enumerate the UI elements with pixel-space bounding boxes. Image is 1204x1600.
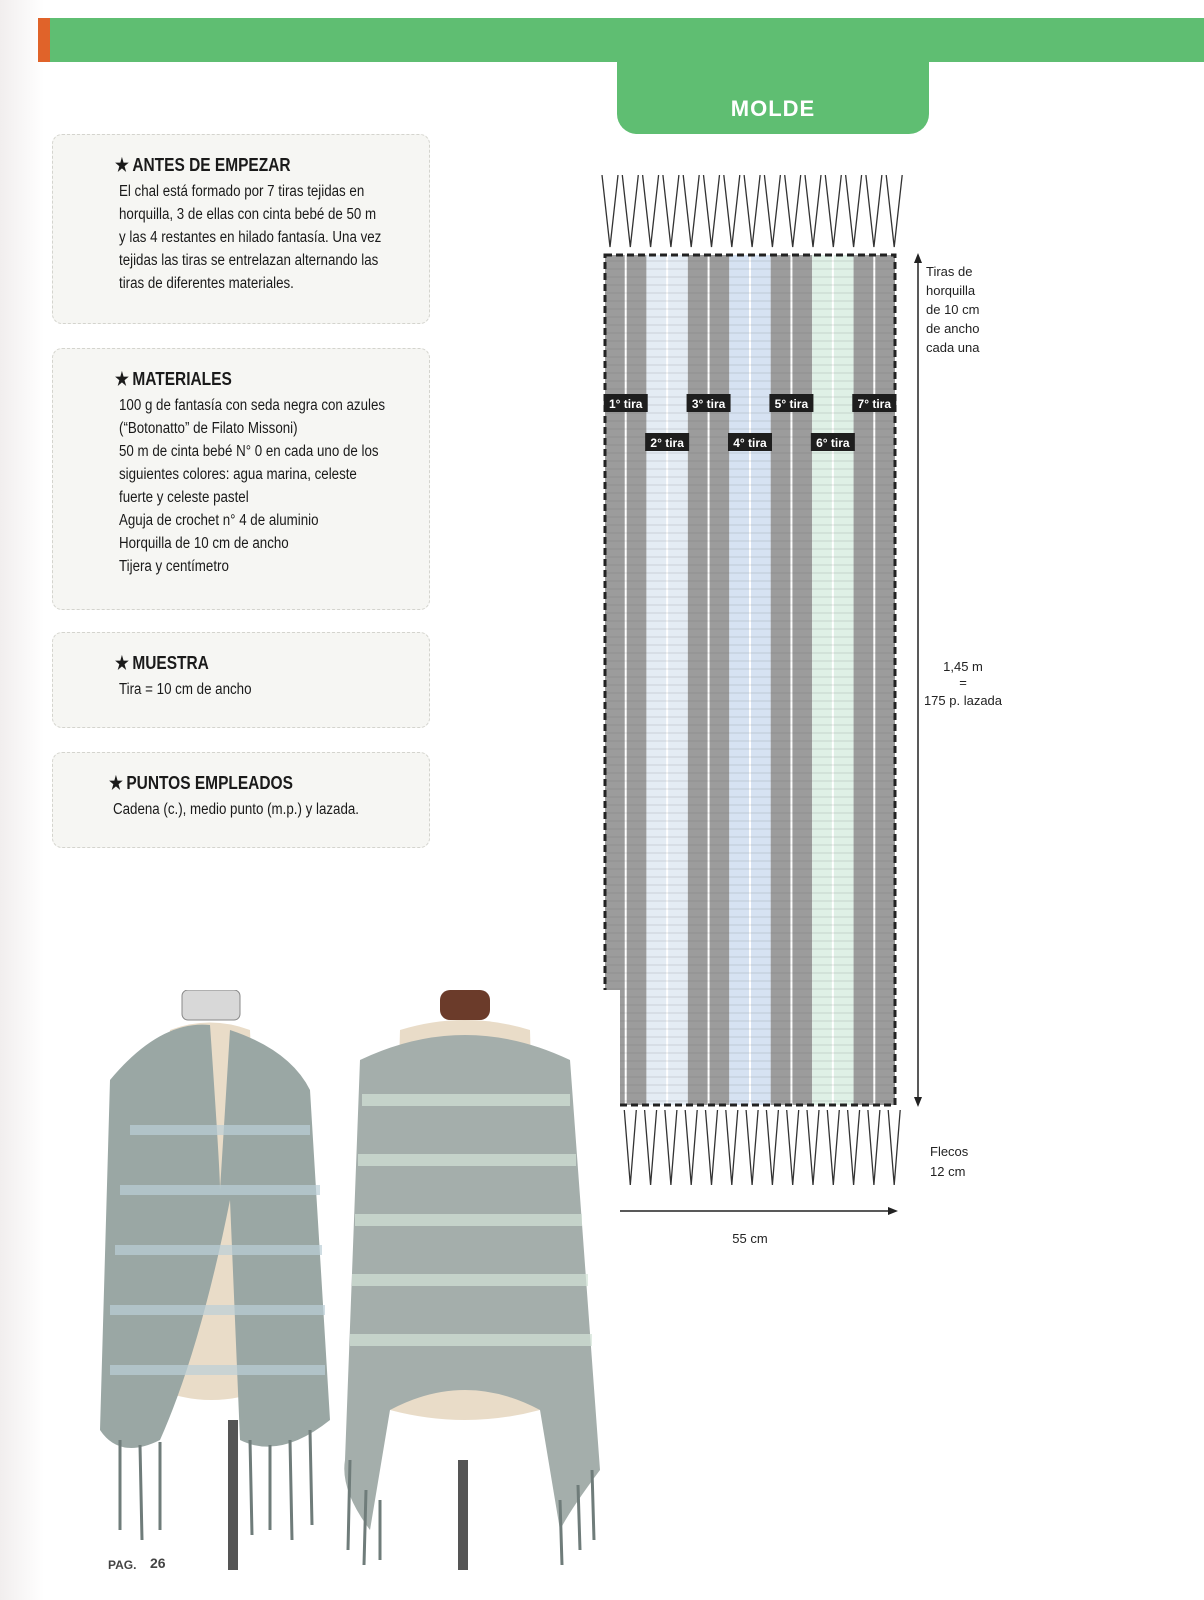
strip-label: 1° tira [608,397,643,411]
fringe-top-tassel [683,175,699,247]
fringe-label: Flecos [930,1144,969,1159]
fringe-bottom-tassel [848,1110,860,1185]
fringe-label: 12 cm [930,1164,966,1179]
fringe-bottom-tassel [888,1110,900,1185]
strip-label: 6° tira [816,436,850,450]
fringe-top-tassel [643,175,659,247]
height-arrow-bottom-head [914,1097,922,1107]
molde-tab [617,58,929,134]
fringe-top-tassel [825,175,841,247]
fringe-top-tassel [805,175,821,247]
fringe-bottom-tassel [807,1110,819,1185]
header-band [50,18,1204,62]
strip-label: 5° tira [774,397,809,411]
antes-de-empezar-box [52,134,430,324]
star-icon: ★ [115,369,129,389]
antes-title: ★ ANTES DE EMPEZAR [115,155,291,175]
fringe-bottom-tassel [665,1110,677,1185]
strip-bars [605,255,895,1105]
strip-label: 3° tira [691,397,726,411]
fringe-bottom-tassel [726,1110,738,1185]
fringe-top-tassel [602,175,618,247]
fringe-bottom-tassel [766,1110,778,1185]
fringe-top-tassel [663,175,679,247]
fringe-top-tassel [886,175,902,247]
fringe-bottom-tassel [746,1110,758,1185]
fringe-top-tassel [744,175,760,247]
fringe-bottom-tassel [787,1110,799,1185]
shawl-photo [100,990,620,1570]
fringe-top-tassel [764,175,780,247]
fringe-top-tassel [866,175,882,247]
width-label: 55 cm [732,1231,768,1246]
section-title: MOLDE [730,96,816,121]
page-prefix: PAG. [108,1558,137,1572]
strip-label: 2° tira [650,436,684,450]
puntos-text: Cadena (c.), medio punto (m.p.) y lazada. [113,801,359,818]
fringe-top-tassel [846,175,862,247]
fringe-bottom-tassel [706,1110,718,1185]
strip-label: 7° tira [857,397,892,411]
muestra-box [52,632,430,728]
strip-label: 4° tira [733,436,767,450]
fringe-top-tassel [622,175,638,247]
note-line: Tiras de [926,264,973,279]
height-label: = [959,675,967,690]
mannequin-stand-left [228,1420,238,1570]
muestra-title: ★ MUESTRA [115,653,209,673]
star-icon: ★ [115,155,129,175]
fringe-bottom-tassel [868,1110,880,1185]
fringe-bottom-tassel [624,1110,636,1185]
note-line: cada una [926,340,980,355]
antes-text: El chal está formado por 7 tiras tejidas en horquilla, 3 de ellas con cinta bebé de 50 m y las 4 restantes en hilado fantasía. Una vez tejidas las tiras se entrelazan alternando las tiras de diferentes materiales. [119,183,382,292]
scan-edge [0,0,44,1600]
height-label: 1,45 m [943,659,983,674]
page-number: 26 [150,1555,166,1571]
note-line: horquilla [926,283,976,298]
puntos-title: ★ PUNTOS EMPLEADOS [109,773,293,793]
fringe-top [602,175,902,247]
fringe-bottom [604,1110,900,1185]
fringe-bottom-tassel [827,1110,839,1185]
materiales-title: ★ MATERIALES [115,369,232,389]
mannequin-neck-right [440,990,490,1020]
mannequin-stand-right [458,1460,468,1570]
note-line: de 10 cm [926,302,980,317]
height-label: 175 p. lazada [923,693,1003,708]
puntos-empleados-box [52,752,430,848]
shawl-diagram [600,175,1050,1255]
orange-accent-mark [38,18,50,62]
materiales-box [52,348,430,610]
fringe-top-tassel [724,175,740,247]
star-icon: ★ [109,773,123,793]
width-arrow-right-head [888,1207,898,1215]
star-icon: ★ [115,653,129,673]
fringe-bottom-tassel [645,1110,657,1185]
muestra-text: Tira = 10 cm de ancho [119,681,252,698]
note-line: de ancho [926,321,980,336]
fringe-top-tassel [785,175,801,247]
height-arrow-top-head [914,253,922,263]
fringe-bottom-tassel [685,1110,697,1185]
fringe-top-tassel [704,175,720,247]
materiales-text: 100 g de fantasía con seda negra con azules (“Botonatto” de Filato Missoni) 50 m de cinta bebé N° 0 en cada uno de los siguientes colores: agua marina, celeste fuerte y celeste pastel Aguja de crochet n° 4 de aluminio Horquilla de 10 cm de ancho Tijera y centímetro [119,397,386,575]
mannequin-neck-left [182,990,240,1020]
